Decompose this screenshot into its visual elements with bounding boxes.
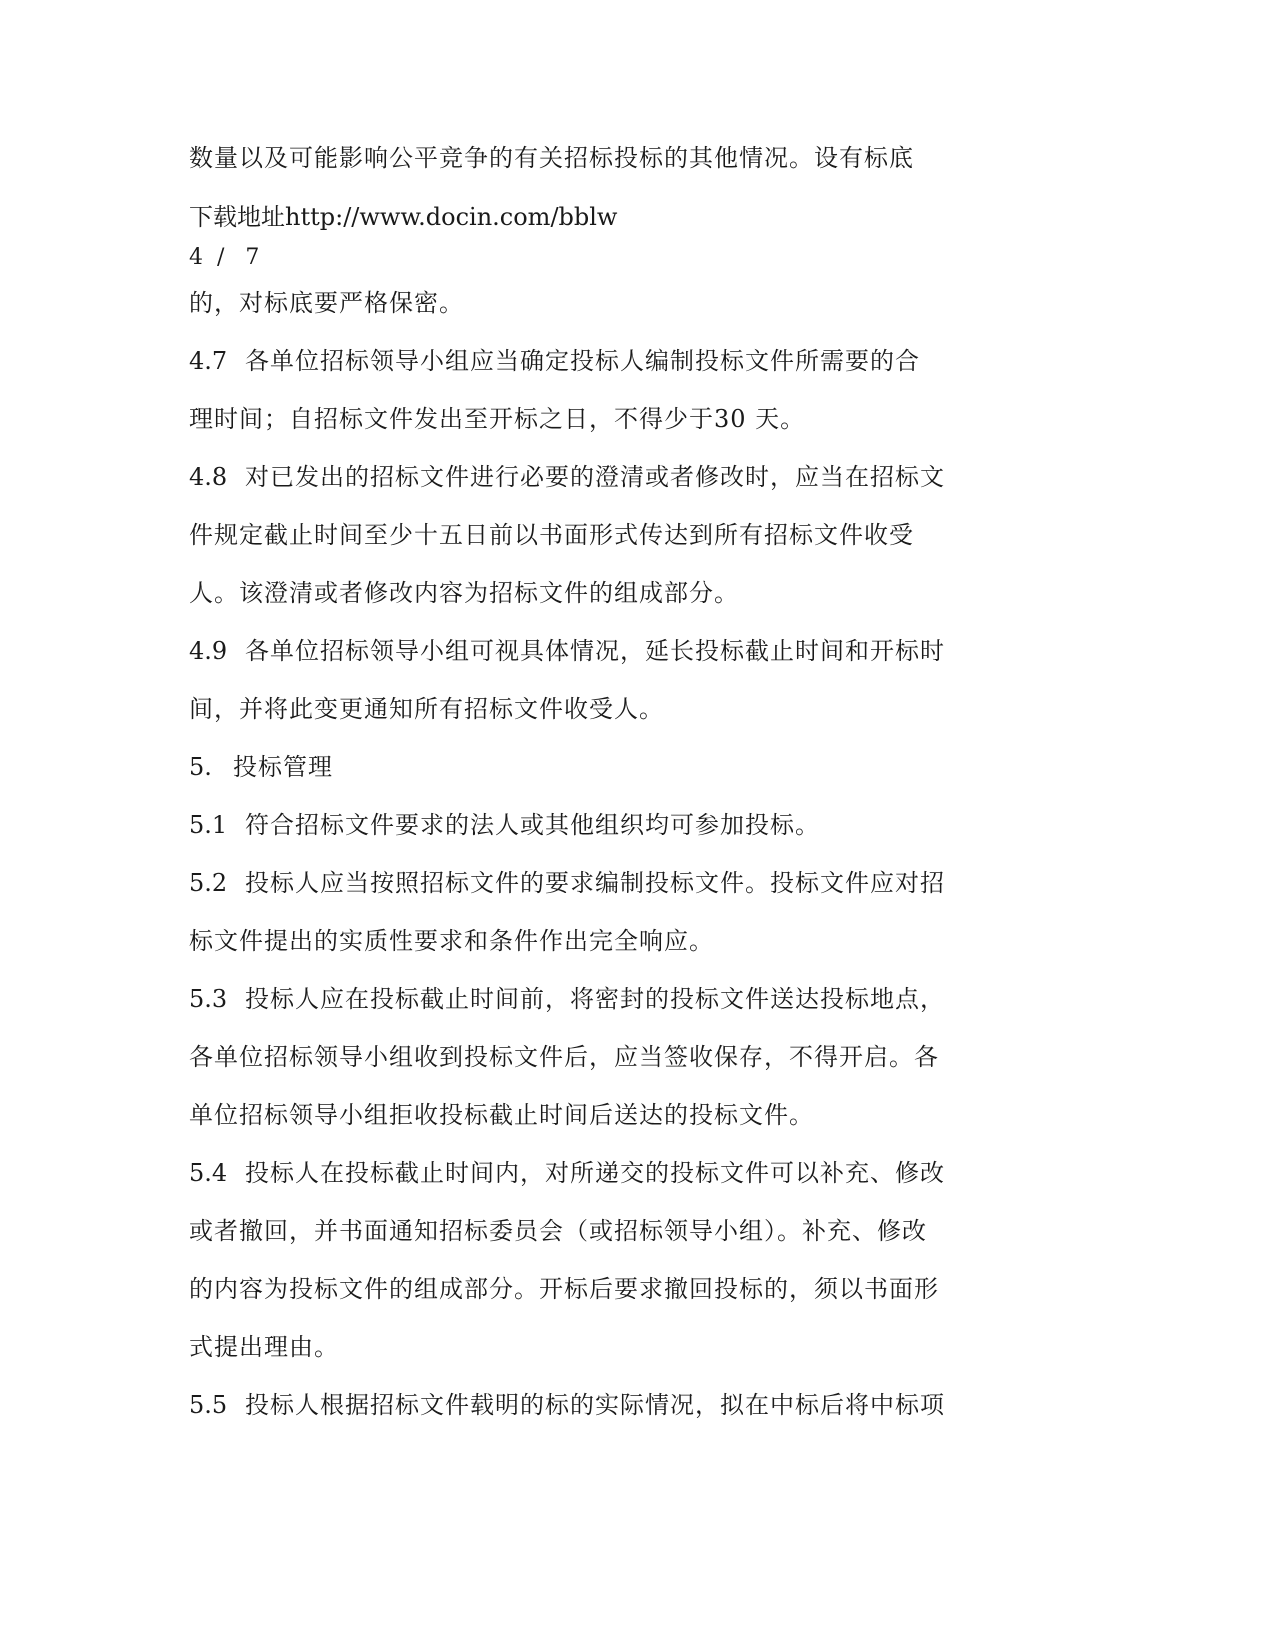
section-number: 5.3 (189, 985, 228, 1013)
section-text: 投标人根据招标文件载明的标的实际情况，拟在中标后将中标项 (245, 1391, 945, 1419)
text-line: 或者撤回，并书面通知招标委员会（或招标领导小组）。补充、修改 (189, 1217, 927, 1245)
section-5-3 (189, 984, 945, 1014)
page-indicator: 4 / 7 (189, 245, 260, 270)
section-text: 投标管理 (233, 753, 333, 781)
section-text: 对已发出的招标文件进行必要的澄清或者修改时，应当在招标文 (245, 463, 945, 491)
section-number: 4.8 (189, 463, 228, 491)
text-line: 式提出理由。 (189, 1333, 339, 1361)
section-number: 5. (189, 753, 212, 781)
section-4-9 (189, 636, 945, 666)
section-text: 符合招标文件要求的法人或其他组织均可参加投标。 (245, 811, 820, 839)
section-text: 投标人在投标截止时间内，对所递交的投标文件可以补充、修改 (245, 1159, 945, 1187)
text-line: 的，对标底要严格保密。 (189, 289, 464, 317)
section-5-5 (189, 1390, 945, 1420)
section-number: 4.9 (189, 637, 228, 665)
section-5-4 (189, 1158, 945, 1188)
section-number: 5.2 (189, 869, 228, 897)
section-5-heading (189, 752, 333, 782)
section-4-7 (189, 346, 920, 376)
text-line: 数量以及可能影响公平竞争的有关招标投标的其他情况。设有标底 (189, 144, 914, 172)
text-line: 单位招标领导小组拒收投标截止时间后送达的投标文件。 (189, 1101, 814, 1129)
text-line: 的内容为投标文件的组成部分。开标后要求撤回投标的，须以书面形 (189, 1275, 939, 1303)
section-text: 各单位招标领导小组应当确定投标人编制投标文件所需要的合 (245, 347, 920, 375)
section-4-8 (189, 462, 945, 492)
section-text: 投标人应在投标截止时间前，将密封的投标文件送达投标地点， (245, 985, 945, 1013)
section-5-2 (189, 868, 945, 898)
text-line: 各单位招标领导小组收到投标文件后，应当签收保存，不得开启。各 (189, 1043, 939, 1071)
section-number: 5.4 (189, 1159, 228, 1187)
text-line: 标文件提出的实质性要求和条件作出完全响应。 (189, 927, 714, 955)
text-line: 理时间；自招标文件发出至开标之日，不得少于30 天。 (189, 405, 806, 433)
text-line: 间，并将此变更通知所有招标文件收受人。 (189, 695, 664, 723)
section-5-1 (189, 810, 820, 840)
section-text: 各单位招标领导小组可视具体情况，延长投标截止时间和开标时 (245, 637, 945, 665)
text-line: 人。该澄清或者修改内容为招标文件的组成部分。 (189, 579, 739, 607)
section-number: 5.5 (189, 1391, 228, 1419)
section-text: 投标人应当按照招标文件的要求编制投标文件。投标文件应对招 (245, 869, 945, 897)
download-url-line: 下载地址http://www.docin.com/bblw (189, 203, 618, 231)
section-number: 4.7 (189, 347, 228, 375)
text-line: 件规定截止时间至少十五日前以书面形式传达到所有招标文件收受 (189, 521, 914, 549)
section-number: 5.1 (189, 811, 228, 839)
